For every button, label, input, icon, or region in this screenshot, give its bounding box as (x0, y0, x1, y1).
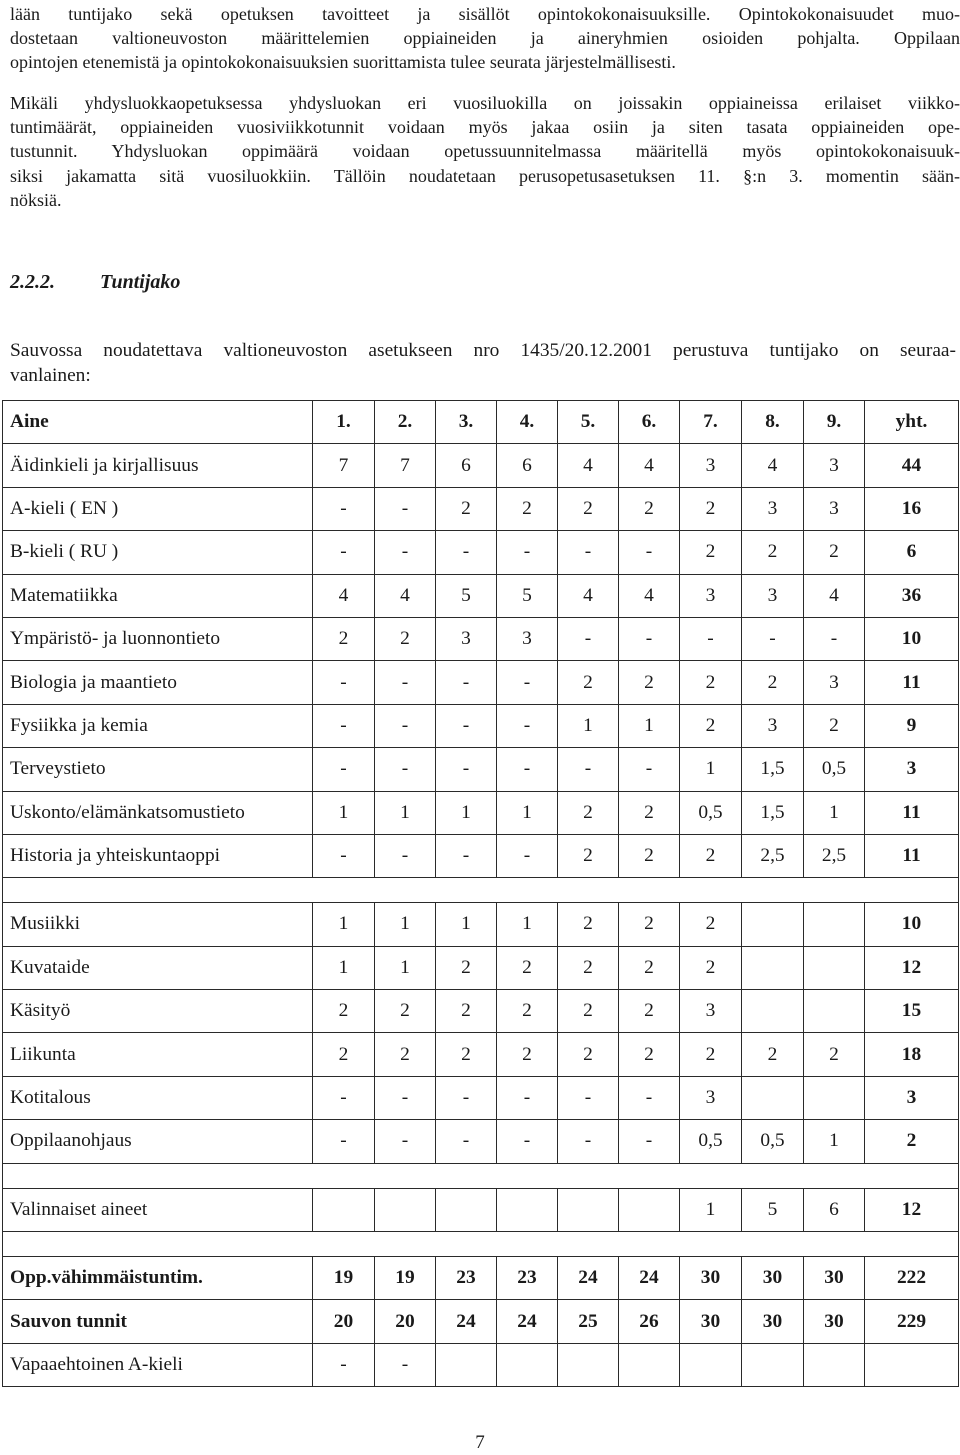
hours-cell: - (313, 1120, 375, 1163)
total-cell: 10 (865, 617, 959, 660)
hours-cell: - (375, 704, 436, 747)
table-row (3, 531, 959, 574)
header-grade: 9. (804, 401, 865, 444)
hours-cell: 3 (436, 617, 497, 660)
hours-cell: - (313, 748, 375, 791)
hours-cell: 4 (558, 574, 619, 617)
hours-cell: - (436, 704, 497, 747)
hours-cell: 2 (313, 617, 375, 660)
hours-cell (497, 1188, 558, 1231)
hours-cell: 2 (375, 617, 436, 660)
hours-cell: - (619, 617, 680, 660)
hours-cell: 2 (680, 661, 742, 704)
hours-cell: 1 (313, 903, 375, 946)
total-cell: 11 (865, 661, 959, 704)
hours-cell (436, 1188, 497, 1231)
hours-cell: 2 (742, 531, 804, 574)
hours-cell: 2 (804, 1033, 865, 1076)
paragraph-2-line: tustunnit. Yhdysluokan oppimäärä voidaan opetussuunnitelmassa määritellä myös opintokokonaisuuk- (10, 141, 960, 162)
hours-cell: 3 (804, 444, 865, 487)
header-grade: 7. (680, 401, 742, 444)
total-cell: 9 (865, 704, 959, 747)
hours-cell: 0,5 (680, 1120, 742, 1163)
hours-cell: 0,5 (804, 748, 865, 791)
hours-cell: 1 (313, 791, 375, 834)
hours-cell: - (313, 487, 375, 530)
hours-cell: 1 (436, 903, 497, 946)
header-grade: 2. (375, 401, 436, 444)
table-row (3, 704, 959, 747)
total-cell: 16 (865, 487, 959, 530)
hours-cell: - (497, 704, 558, 747)
subject-cell: Äidinkieli ja kirjallisuus (3, 444, 313, 487)
hours-cell: 1 (375, 946, 436, 989)
hours-cell: 19 (313, 1257, 375, 1300)
hours-cell: 30 (742, 1257, 804, 1300)
hours-cell (558, 1343, 619, 1386)
hours-cell: 24 (436, 1300, 497, 1343)
hours-cell: 1 (497, 791, 558, 834)
subject-cell: Kotitalous (3, 1076, 313, 1119)
table-row (3, 946, 959, 989)
header-grade: 6. (619, 401, 680, 444)
hours-cell: 23 (436, 1257, 497, 1300)
hours-cell: 1 (497, 903, 558, 946)
total-cell: 18 (865, 1033, 959, 1076)
hours-cell: - (619, 531, 680, 574)
hours-cell: - (804, 617, 865, 660)
hours-cell: - (436, 1120, 497, 1163)
hours-cell: - (375, 531, 436, 574)
hours-cell: 2 (313, 1033, 375, 1076)
total-cell: 12 (865, 946, 959, 989)
hours-cell: 2 (680, 487, 742, 530)
hours-cell: - (313, 531, 375, 574)
hours-cell: 1 (313, 946, 375, 989)
total-cell: 44 (865, 444, 959, 487)
hours-cell (804, 946, 865, 989)
hours-cell: - (375, 661, 436, 704)
table-spacer-row (3, 1232, 959, 1257)
hours-cell: 2 (436, 946, 497, 989)
hours-cell: - (558, 1120, 619, 1163)
hours-cell (742, 990, 804, 1033)
page-number: 7 (475, 1432, 485, 1453)
table-row (3, 748, 959, 791)
total-cell: 3 (865, 748, 959, 791)
hours-cell: 2 (558, 1033, 619, 1076)
hours-cell: - (436, 1076, 497, 1119)
hours-cell: 2 (619, 834, 680, 877)
hours-cell: 2 (558, 946, 619, 989)
total-cell: 229 (865, 1300, 959, 1343)
hours-cell: - (375, 1120, 436, 1163)
hours-cell: 2 (497, 487, 558, 530)
spacer-cell (3, 878, 959, 903)
hours-cell: 3 (804, 487, 865, 530)
subject-cell: Historia ja yhteiskuntaoppi (3, 834, 313, 877)
hours-cell (804, 1076, 865, 1119)
hours-cell: 2 (375, 990, 436, 1033)
total-cell: 222 (865, 1257, 959, 1300)
subject-cell: B-kieli ( RU ) (3, 531, 313, 574)
hours-cell: - (436, 834, 497, 877)
subject-cell: Liikunta (3, 1033, 313, 1076)
table-row (3, 903, 959, 946)
hours-cell (436, 1343, 497, 1386)
table-row (3, 834, 959, 877)
hours-cell: 2 (558, 903, 619, 946)
table-row (3, 1188, 959, 1231)
paragraph-2-line: nöksiä. (10, 189, 62, 210)
paragraph-1-line: dostetaan valtioneuvoston määrittelemien oppiaineiden ja aineryhmien osioiden pohjalta. Oppilaan (10, 28, 960, 49)
hours-cell: 6 (497, 444, 558, 487)
header-grade: 5. (558, 401, 619, 444)
hours-cell: 2 (375, 1033, 436, 1076)
hours-cell: 2 (680, 834, 742, 877)
hours-cell: 1 (558, 704, 619, 747)
hours-cell (804, 1343, 865, 1386)
hours-cell: 1 (375, 903, 436, 946)
hours-cell: - (619, 748, 680, 791)
intro-line: Sauvossa noudatettava valtioneuvoston asetukseen nro 1435/20.12.2001 perustuva tuntijako on seuraa- (10, 340, 956, 361)
hours-cell: - (619, 1076, 680, 1119)
paragraph-1-line: opintojen etenemistä ja opintokokonaisuuksien suorittamista tulee seurata järjestelmällisesti. (10, 52, 676, 73)
hours-cell: 2 (680, 903, 742, 946)
hours-cell: 2 (804, 531, 865, 574)
hours-cell: - (558, 617, 619, 660)
section-title: Tuntijako (100, 271, 181, 293)
hours-cell: - (497, 661, 558, 704)
hours-cell: 1 (375, 791, 436, 834)
hours-cell: - (375, 748, 436, 791)
hours-cell: 2,5 (804, 834, 865, 877)
table-row (3, 574, 959, 617)
hours-cell: 3 (680, 574, 742, 617)
hours-cell: - (680, 617, 742, 660)
table-row (3, 1300, 959, 1343)
hours-cell (313, 1188, 375, 1231)
table-row (3, 1343, 959, 1386)
section-heading (10, 271, 180, 294)
hours-cell: 7 (375, 444, 436, 487)
hours-cell (375, 1188, 436, 1231)
table-spacer-row (3, 1163, 959, 1188)
hours-cell: 2 (619, 791, 680, 834)
hours-cell: 4 (313, 574, 375, 617)
intro-paragraph (10, 338, 956, 388)
hours-cell: 3 (804, 661, 865, 704)
hours-cell (497, 1343, 558, 1386)
subject-cell: Käsityö (3, 990, 313, 1033)
hours-cell: 1 (619, 704, 680, 747)
hours-cell: - (375, 487, 436, 530)
header-grade: yht. (865, 401, 959, 444)
hours-cell: - (313, 1343, 375, 1386)
subject-cell: Fysiikka ja kemia (3, 704, 313, 747)
hours-cell: 25 (558, 1300, 619, 1343)
hours-cell: - (497, 1120, 558, 1163)
total-cell (865, 1343, 959, 1386)
table-header-row (3, 401, 959, 444)
hours-cell: 0,5 (680, 791, 742, 834)
hours-cell: 5 (436, 574, 497, 617)
subject-cell: Vapaaehtoinen A-kieli (3, 1343, 313, 1386)
hours-cell: - (375, 1076, 436, 1119)
hours-cell (558, 1188, 619, 1231)
subject-cell: Valinnaiset aineet (3, 1188, 313, 1231)
subject-cell: Terveystieto (3, 748, 313, 791)
subject-cell: Matematiikka (3, 574, 313, 617)
hours-cell: - (558, 748, 619, 791)
hours-cell: - (436, 531, 497, 574)
hours-cell: 2,5 (742, 834, 804, 877)
hours-cell: 24 (619, 1257, 680, 1300)
hours-cell: 2 (558, 791, 619, 834)
header-grade: 3. (436, 401, 497, 444)
table-row (3, 1120, 959, 1163)
subject-cell: Sauvon tunnit (3, 1300, 313, 1343)
hours-cell: - (497, 1076, 558, 1119)
table-row (3, 487, 959, 530)
hours-cell: 2 (619, 1033, 680, 1076)
hours-cell: 2 (619, 990, 680, 1033)
hours-cell: 2 (558, 661, 619, 704)
intro-line: vanlainen: (10, 365, 91, 386)
hours-cell: 3 (742, 487, 804, 530)
hours-cell: 2 (619, 487, 680, 530)
hours-cell (619, 1343, 680, 1386)
hours-cell: - (436, 661, 497, 704)
total-cell: 15 (865, 990, 959, 1033)
hours-cell: 4 (558, 444, 619, 487)
hours-cell: 2 (558, 834, 619, 877)
hours-cell: 20 (375, 1300, 436, 1343)
header-subject: Aine (3, 401, 313, 444)
total-cell: 3 (865, 1076, 959, 1119)
subject-cell: Kuvataide (3, 946, 313, 989)
hours-cell: 2 (619, 661, 680, 704)
subject-cell: Opp.vähimmäistuntim. (3, 1257, 313, 1300)
hours-cell: 5 (497, 574, 558, 617)
hours-cell: 2 (497, 990, 558, 1033)
hours-cell: 30 (680, 1257, 742, 1300)
hours-cell: - (313, 661, 375, 704)
table-row (3, 617, 959, 660)
table-row (3, 990, 959, 1033)
total-cell: 10 (865, 903, 959, 946)
hours-cell: 4 (742, 444, 804, 487)
hours-cell: 2 (558, 487, 619, 530)
hours-cell: - (497, 834, 558, 877)
table-spacer-row (3, 878, 959, 903)
hours-cell: 4 (619, 574, 680, 617)
hours-cell (742, 1076, 804, 1119)
subject-cell: Ympäristö- ja luonnontieto (3, 617, 313, 660)
hours-cell: 6 (436, 444, 497, 487)
total-cell: 6 (865, 531, 959, 574)
hours-cell: 3 (680, 444, 742, 487)
hours-cell: 2 (742, 661, 804, 704)
subject-cell: Uskonto/elämänkatsomustieto (3, 791, 313, 834)
hours-cell: 30 (680, 1300, 742, 1343)
hours-cell: - (497, 531, 558, 574)
spacer-cell (3, 1232, 959, 1257)
table-row (3, 444, 959, 487)
hours-cell: 1 (680, 748, 742, 791)
hours-cell: 2 (619, 903, 680, 946)
hours-cell: 30 (804, 1257, 865, 1300)
subject-cell: Oppilaanohjaus (3, 1120, 313, 1163)
subject-cell: Biologia ja maantieto (3, 661, 313, 704)
hours-cell: 24 (497, 1300, 558, 1343)
hours-cell (742, 1343, 804, 1386)
header-grade: 1. (313, 401, 375, 444)
paragraph-2-line: Mikäli yhdysluokkaopetuksessa yhdysluokan eri vuosiluokilla on joissakin oppiaineissa erilaiset viikko- (10, 93, 960, 113)
hours-cell: - (375, 834, 436, 877)
paragraph-2-line: tuntimäärät, oppiaineiden vuosiviikkotunnit voidaan myös jakaa osiin ja siten tasata oppiaineiden ope- (10, 117, 960, 138)
hours-cell: 2 (804, 704, 865, 747)
hours-cell: 26 (619, 1300, 680, 1343)
hours-cell: 1 (436, 791, 497, 834)
hours-cell: 2 (680, 946, 742, 989)
hours-cell: 24 (558, 1257, 619, 1300)
timetable-table (2, 400, 959, 1387)
hours-cell (680, 1343, 742, 1386)
hours-cell: - (558, 1076, 619, 1119)
hours-cell: 2 (436, 1033, 497, 1076)
hours-cell: 3 (742, 574, 804, 617)
paragraph-2-line: siksi jakamatta sitä vuosiluokkiin. Tällöin noudatetaan perusopetusasetuksen 11. §:n 3. momentin sään- (10, 165, 960, 186)
hours-cell (804, 990, 865, 1033)
hours-cell: 2 (742, 1033, 804, 1076)
hours-cell: 3 (497, 617, 558, 660)
hours-cell: 2 (436, 990, 497, 1033)
hours-cell: 19 (375, 1257, 436, 1300)
hours-cell: 2 (680, 531, 742, 574)
hours-cell: 2 (680, 704, 742, 747)
hours-cell: 5 (742, 1188, 804, 1231)
hours-cell: 1,5 (742, 791, 804, 834)
hours-cell: 2 (497, 946, 558, 989)
hours-cell: 7 (313, 444, 375, 487)
subject-cell: A-kieli ( EN ) (3, 487, 313, 530)
hours-cell (619, 1188, 680, 1231)
hours-cell: 30 (742, 1300, 804, 1343)
header-grade: 8. (742, 401, 804, 444)
hours-cell: - (313, 834, 375, 877)
hours-cell: 1 (680, 1188, 742, 1231)
table-row (3, 661, 959, 704)
hours-cell: - (619, 1120, 680, 1163)
hours-cell: 4 (619, 444, 680, 487)
table-row (3, 1257, 959, 1300)
hours-cell: - (313, 704, 375, 747)
hours-cell: 2 (436, 487, 497, 530)
hours-cell (742, 903, 804, 946)
hours-cell: - (313, 1076, 375, 1119)
hours-cell: 2 (680, 1033, 742, 1076)
hours-cell: - (742, 617, 804, 660)
table-row (3, 791, 959, 834)
hours-cell: 20 (313, 1300, 375, 1343)
hours-cell: 23 (497, 1257, 558, 1300)
hours-cell: 2 (558, 990, 619, 1033)
paragraph-1-line: lään tuntijako sekä opetuksen tavoitteet ja sisällöt opintokokonaisuuksille. Opintokokonaisuudet muo- (10, 4, 960, 24)
hours-cell: 2 (313, 990, 375, 1033)
hours-cell (742, 946, 804, 989)
hours-cell: 3 (742, 704, 804, 747)
hours-cell: 3 (680, 1076, 742, 1119)
hours-cell: 1,5 (742, 748, 804, 791)
hours-cell: 4 (375, 574, 436, 617)
subject-cell: Musiikki (3, 903, 313, 946)
hours-cell: 2 (619, 946, 680, 989)
hours-cell: 3 (680, 990, 742, 1033)
hours-cell: - (497, 748, 558, 791)
total-cell: 36 (865, 574, 959, 617)
hours-cell (804, 903, 865, 946)
hours-cell: 1 (804, 791, 865, 834)
total-cell: 12 (865, 1188, 959, 1231)
hours-cell: 4 (804, 574, 865, 617)
hours-cell: 30 (804, 1300, 865, 1343)
paragraph-2 (10, 91, 960, 212)
spacer-cell (3, 1163, 959, 1188)
hours-cell: - (375, 1343, 436, 1386)
total-cell: 11 (865, 834, 959, 877)
total-cell: 11 (865, 791, 959, 834)
paragraph-1 (10, 2, 960, 75)
hours-cell: 0,5 (742, 1120, 804, 1163)
hours-cell: 2 (497, 1033, 558, 1076)
section-number: 2.2.2. (10, 271, 55, 293)
table-row (3, 1076, 959, 1119)
hours-cell: 6 (804, 1188, 865, 1231)
hours-cell: - (558, 531, 619, 574)
header-grade: 4. (497, 401, 558, 444)
table-row (3, 1033, 959, 1076)
total-cell: 2 (865, 1120, 959, 1163)
hours-cell: - (436, 748, 497, 791)
hours-cell: 1 (804, 1120, 865, 1163)
